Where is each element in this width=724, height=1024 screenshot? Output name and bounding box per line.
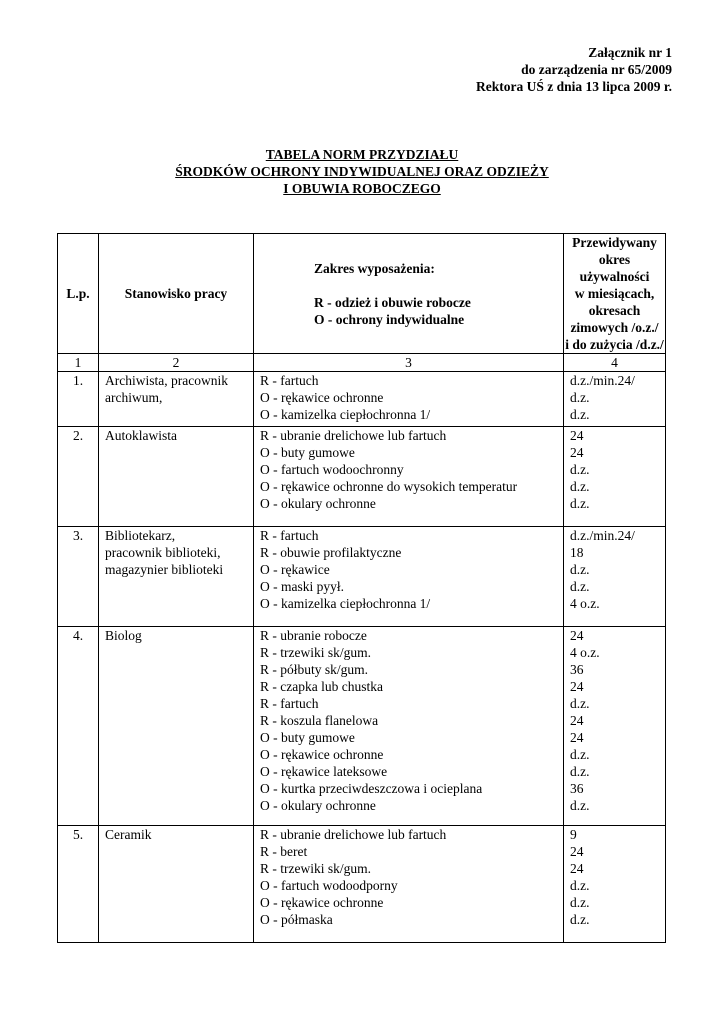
position-line: Autoklawista xyxy=(105,428,177,443)
title-line: TABELA NORM PRZYDZIAŁU xyxy=(265,147,459,162)
column-number-row xyxy=(58,354,666,372)
position-line: archiwum, xyxy=(105,390,163,405)
column-number: 4 xyxy=(564,354,666,372)
title-line: ŚRODKÓW OCHRONY INDYWIDUALNEJ ORAZ ODZIEŻY xyxy=(175,164,549,179)
position-line: Archiwista, pracownik xyxy=(105,373,228,388)
equipment-item: O - kurtka przeciwdeszczowa i ocieplana xyxy=(260,781,483,796)
header-scope-o: O - ochrony indywidualne xyxy=(314,311,465,327)
period-value: 24 xyxy=(570,730,584,745)
equipment-item: O - buty gumowe xyxy=(260,730,355,745)
annex-line: Załącznik nr 1 xyxy=(588,45,672,60)
table-row xyxy=(58,826,666,943)
header-lp: L.p. xyxy=(58,234,99,354)
table-row xyxy=(58,427,666,527)
equipment-item: R - czapka lub chustka xyxy=(260,679,383,694)
period-value: d.z. xyxy=(570,496,590,511)
equipment-item: R - trzewiki sk/gum. xyxy=(260,861,371,876)
period-value: 24 xyxy=(570,679,584,694)
equipment-item: R - ubranie drelichowe lub fartuch xyxy=(260,428,447,443)
period-value: d.z. xyxy=(570,798,590,813)
row-period xyxy=(564,627,666,826)
equipment-item: R - fartuch xyxy=(260,528,319,543)
row-position xyxy=(99,627,254,826)
table-row xyxy=(58,527,666,627)
row-period xyxy=(564,372,666,427)
period-value: d.z./min.24/ xyxy=(570,373,635,388)
equipment-item: R - koszula flanelowa xyxy=(260,713,379,728)
equipment-item: O - okulary ochronne xyxy=(260,798,376,813)
annex-line: do zarządzenia nr 65/2009 xyxy=(521,62,672,77)
row-position xyxy=(99,527,254,627)
column-number: 1 xyxy=(58,354,99,372)
header-scope-title: Zakres wyposażenia: xyxy=(314,260,435,276)
period-value: 4 o.z. xyxy=(570,596,600,611)
norms-table xyxy=(57,233,666,943)
row-equipment xyxy=(254,372,564,427)
row-position xyxy=(99,826,254,943)
table-header-row xyxy=(58,234,666,354)
equipment-item: O - fartuch wodoochronny xyxy=(260,462,404,477)
period-value: d.z. xyxy=(570,696,590,711)
table-row xyxy=(58,372,666,427)
header-period-line: Przewidywany xyxy=(572,235,657,250)
period-value: d.z. xyxy=(570,407,590,422)
period-value: d.z. xyxy=(570,764,590,779)
period-value: 24 xyxy=(570,713,584,728)
header-period-line: okres używalności xyxy=(579,252,650,284)
period-value: 4 o.z. xyxy=(570,645,600,660)
row-lp: 5. xyxy=(58,826,99,943)
header-period-line: okresach xyxy=(588,303,641,318)
period-value: 24 xyxy=(570,445,584,460)
equipment-item: O - rękawice ochronne xyxy=(260,390,384,405)
header-period-line: i do zużycia /d.z./ xyxy=(565,337,664,352)
row-equipment xyxy=(254,826,564,943)
equipment-item: R - fartuch xyxy=(260,373,319,388)
equipment-item: O - półmaska xyxy=(260,912,333,927)
equipment-item: R - beret xyxy=(260,844,308,859)
period-value: d.z. xyxy=(570,878,590,893)
column-number: 2 xyxy=(99,354,254,372)
period-value: 9 xyxy=(570,827,577,842)
period-value: d.z./min.24/ xyxy=(570,528,635,543)
row-lp: 3. xyxy=(58,527,99,627)
equipment-item: O - okulary ochronne xyxy=(260,496,376,511)
row-lp: 2. xyxy=(58,427,99,527)
position-line: Ceramik xyxy=(105,827,152,842)
equipment-item: O - kamizelka ciepłochronna 1/ xyxy=(260,407,431,422)
equipment-item: O - maski pyył. xyxy=(260,579,344,594)
period-value: d.z. xyxy=(570,895,590,910)
equipment-item: O - rękawice ochronne xyxy=(260,895,384,910)
period-value: d.z. xyxy=(570,562,590,577)
column-number: 3 xyxy=(254,354,564,372)
period-value: d.z. xyxy=(570,912,590,927)
period-value: d.z. xyxy=(570,479,590,494)
position-line: magazynier biblioteki xyxy=(105,562,224,577)
equipment-item: O - fartuch wodoodporny xyxy=(260,878,398,893)
document-title xyxy=(0,146,724,197)
title-line: I OBUWIA ROBOCZEGO xyxy=(283,181,441,196)
header-period-line: w miesiącach, xyxy=(574,286,655,301)
table-row xyxy=(58,627,666,826)
table-body xyxy=(58,372,666,943)
period-value: d.z. xyxy=(570,747,590,762)
annex-line: Rektora UŚ z dnia 13 lipca 2009 r. xyxy=(475,79,672,94)
position-line: Biolog xyxy=(105,628,142,643)
equipment-item: R - ubranie drelichowe lub fartuch xyxy=(260,827,447,842)
header-scope xyxy=(254,234,564,354)
row-period xyxy=(564,427,666,527)
equipment-item: R - ubranie robocze xyxy=(260,628,367,643)
period-value: d.z. xyxy=(570,390,590,405)
header-position: Stanowisko pracy xyxy=(99,234,254,354)
equipment-item: R - półbuty sk/gum. xyxy=(260,662,369,677)
row-lp: 4. xyxy=(58,627,99,826)
row-period xyxy=(564,826,666,943)
equipment-item: R - trzewiki sk/gum. xyxy=(260,645,371,660)
annex-reference xyxy=(476,44,672,95)
period-value: 36 xyxy=(570,662,584,677)
row-equipment xyxy=(254,527,564,627)
header-period-line: zimowych /o.z./ xyxy=(570,320,659,335)
equipment-item: O - rękawice lateksowe xyxy=(260,764,388,779)
period-value: 24 xyxy=(570,861,584,876)
equipment-item: O - rękawice ochronne do wysokich temperatur xyxy=(260,479,518,494)
row-equipment xyxy=(254,627,564,826)
position-line: pracownik biblioteki, xyxy=(105,545,221,560)
position-line: Bibliotekarz, xyxy=(105,528,176,543)
row-lp: 1. xyxy=(58,372,99,427)
equipment-item: O - kamizelka ciepłochronna 1/ xyxy=(260,596,431,611)
equipment-item: R - obuwie profilaktyczne xyxy=(260,545,402,560)
period-value: 24 xyxy=(570,844,584,859)
equipment-item: R - fartuch xyxy=(260,696,319,711)
row-position xyxy=(99,372,254,427)
period-value: 36 xyxy=(570,781,584,796)
row-position xyxy=(99,427,254,527)
row-equipment xyxy=(254,427,564,527)
period-value: d.z. xyxy=(570,462,590,477)
period-value: d.z. xyxy=(570,579,590,594)
header-period xyxy=(564,234,666,354)
period-value: 24 xyxy=(570,628,584,643)
period-value: 24 xyxy=(570,428,584,443)
equipment-item: O - rękawice ochronne xyxy=(260,747,384,762)
row-period xyxy=(564,527,666,627)
period-value: 18 xyxy=(570,545,584,560)
equipment-item: O - rękawice xyxy=(260,562,330,577)
header-scope-r: R - odzież i obuwie robocze xyxy=(314,294,471,310)
equipment-item: O - buty gumowe xyxy=(260,445,355,460)
